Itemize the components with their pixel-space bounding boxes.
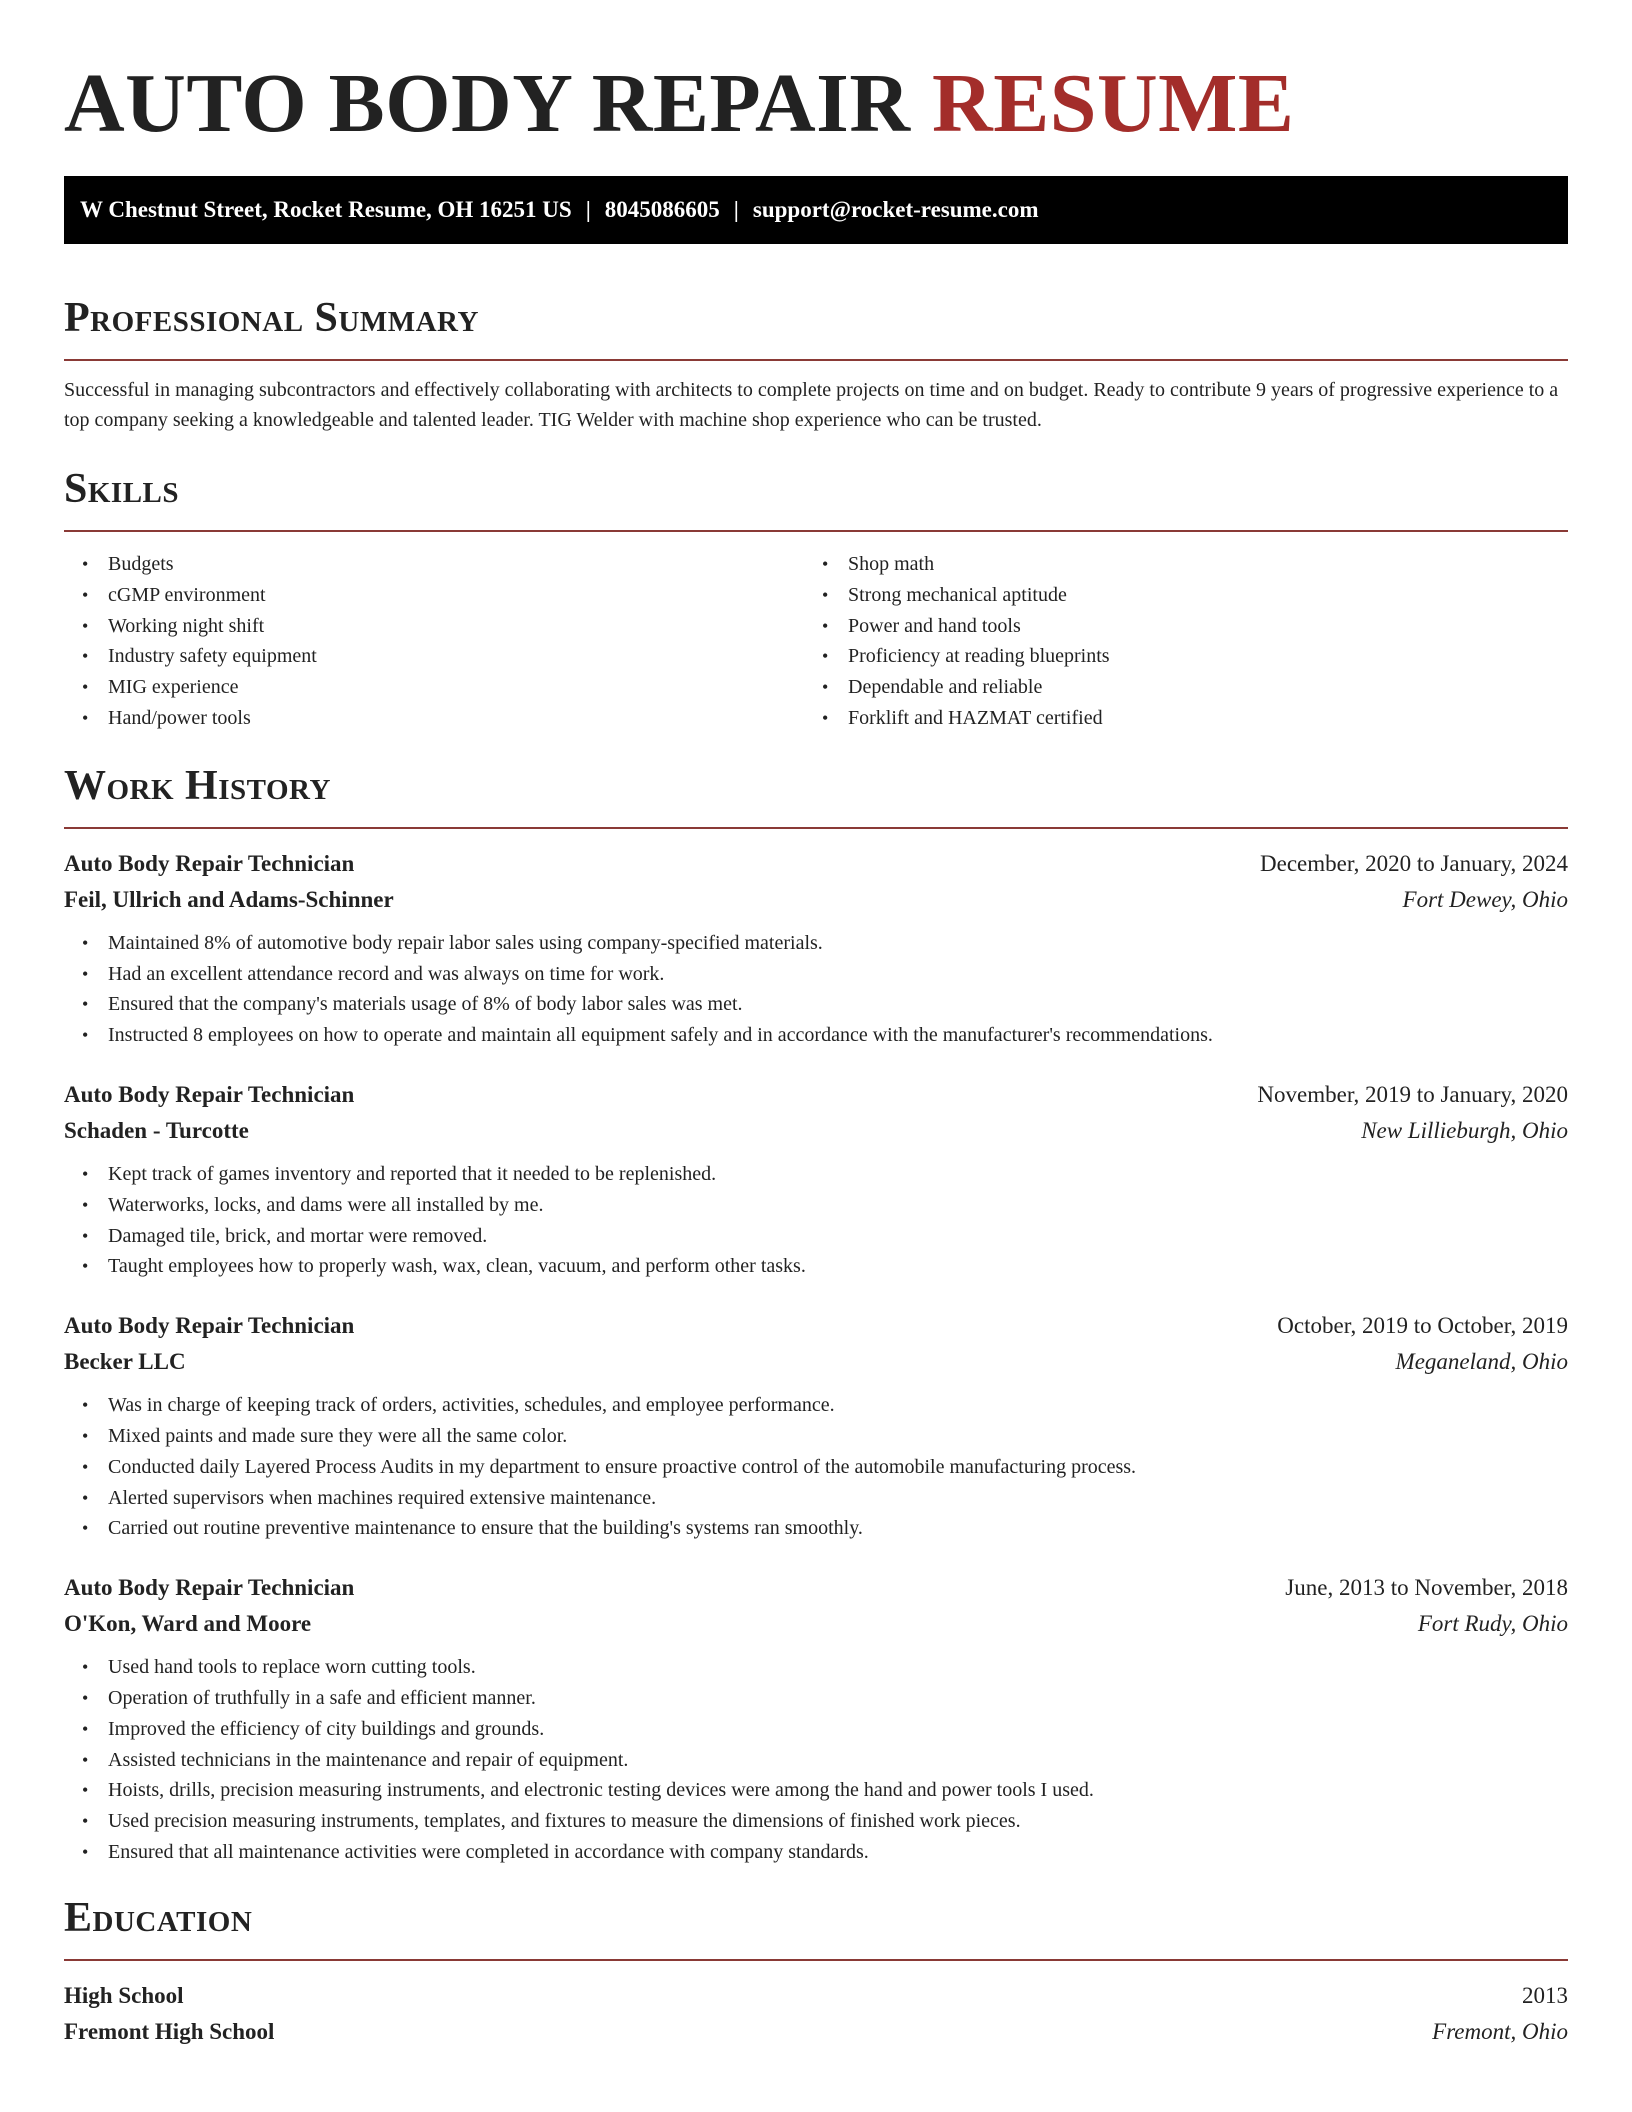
title-accent: RESUME <box>932 57 1295 150</box>
job-duties <box>64 1652 1568 1868</box>
job-entry <box>64 1570 1568 1868</box>
job-title: Auto Body Repair Technician <box>64 1575 355 1601</box>
job-company: Feil, Ullrich and Adams-Schinner <box>64 886 394 912</box>
job-title: Auto Body Repair Technician <box>64 1313 355 1339</box>
job-header <box>64 1077 1568 1113</box>
section-divider <box>64 530 1568 532</box>
job-duty: • Used hand tools to replace worn cutting tools. <box>64 1652 1568 1683</box>
job-header <box>64 1308 1568 1344</box>
contact-separator: | <box>733 197 739 222</box>
job-location: Fort Dewey, Ohio <box>1402 886 1568 912</box>
contact-phone: 8045086605 <box>604 197 720 222</box>
education-header <box>64 1978 1568 2014</box>
summary-text: Successful in managing subcontractors and effectively collaborating with architects to complete projects on time and on budget. Ready to contribute 9 years of progressive experience to a top company seeking a knowledgeable and talented leader. TIG Welder with machine shop experience who can be trusted. <box>64 379 1559 431</box>
job-header <box>64 846 1568 882</box>
summary-heading: Professional Summary <box>64 295 479 341</box>
job-title: Auto Body Repair Technician <box>64 850 355 876</box>
section-divider <box>64 359 1568 361</box>
job-duty: • Alerted supervisors when machines required extensive maintenance. <box>64 1483 1568 1514</box>
skill-item: • cGMP environment <box>64 580 804 611</box>
job-duty: • Ensured that all maintenance activities were completed in accordance with company standards. <box>64 1837 1568 1868</box>
skill-item: • Proficiency at reading blueprints <box>804 641 1544 672</box>
job-dates: October, 2019 to October, 2019 <box>1277 1313 1568 1339</box>
job-duty: • Waterworks, locks, and dams were all installed by me. <box>64 1190 1568 1221</box>
job-title: Auto Body Repair Technician <box>64 1081 355 1107</box>
work-history-heading: Work History <box>64 762 331 809</box>
job-company: Schaden - Turcotte <box>64 1117 249 1143</box>
skill-item: • Industry safety equipment <box>64 641 804 672</box>
skills-section <box>64 465 1568 734</box>
education-year: 2013 <box>1522 1982 1568 2008</box>
job-duty: • Mixed paints and made sure they were all the same color. <box>64 1421 1568 1452</box>
section-divider <box>64 827 1568 829</box>
job-duty: • Damaged tile, brick, and mortar were removed. <box>64 1221 1568 1252</box>
job-duty: • Hoists, drills, precision measuring instruments, and electronic testing devices were among the hand and power tools I used. <box>64 1775 1568 1806</box>
education-degree: High School <box>64 1982 184 2008</box>
job-company: Becker LLC <box>64 1349 186 1375</box>
skills-heading: Skills <box>64 466 180 512</box>
job-header <box>64 1570 1568 1606</box>
section-divider <box>64 1959 1568 1961</box>
skill-item: • MIG experience <box>64 672 804 703</box>
skill-item: • Hand/power tools <box>64 703 804 734</box>
summary-section <box>64 294 1568 435</box>
title-main: AUTO BODY REPAIR <box>64 57 911 150</box>
job-company: O'Kon, Ward and Moore <box>64 1611 312 1637</box>
job-subheader <box>64 1113 1568 1149</box>
skills-list-right <box>804 549 1544 734</box>
job-duty: • Kept track of games inventory and reported that it needed to be replenished. <box>64 1159 1568 1190</box>
job-duty: • Had an excellent attendance record and was always on time for work. <box>64 959 1568 990</box>
job-entry <box>64 1077 1568 1282</box>
job-duty: • Improved the efficiency of city buildings and grounds. <box>64 1714 1568 1745</box>
job-duties <box>64 1159 1568 1282</box>
job-duty: • Was in charge of keeping track of orders, activities, schedules, and employee performance. <box>64 1390 1568 1421</box>
skill-item: • Dependable and reliable <box>804 672 1544 703</box>
job-location: Meganeland, Ohio <box>1395 1349 1568 1375</box>
job-subheader <box>64 882 1568 918</box>
job-location: New Lillieburgh, Ohio <box>1361 1117 1568 1143</box>
skill-item: • Budgets <box>64 549 804 580</box>
resume-title <box>64 0 1568 150</box>
education-section <box>64 1894 1568 2050</box>
job-entry <box>64 846 1568 1051</box>
skill-item: • Power and hand tools <box>804 611 1544 642</box>
job-entry <box>64 1308 1568 1544</box>
job-dates: November, 2019 to January, 2020 <box>1257 1081 1568 1107</box>
job-subheader <box>64 1344 1568 1380</box>
contact-address: W Chestnut Street, Rocket Resume, OH 16251 US <box>80 197 572 222</box>
work-history-section <box>64 762 1568 1868</box>
job-duty: • Instructed 8 employees on how to operate and maintain all equipment safely and in accordance with the manufacturer's recommendations. <box>64 1020 1568 1051</box>
contact-email: support@rocket-resume.com <box>752 197 1039 222</box>
skills-list-left <box>64 549 804 734</box>
job-location: Fort Rudy, Ohio <box>1417 1611 1568 1637</box>
job-dates: June, 2013 to November, 2018 <box>1285 1575 1568 1601</box>
skill-item: • Working night shift <box>64 611 804 642</box>
job-dates: December, 2020 to January, 2024 <box>1260 850 1568 876</box>
education-heading: Education <box>64 1894 253 1941</box>
job-duty: • Ensured that the company's materials usage of 8% of body labor sales was met. <box>64 989 1568 1020</box>
job-subheader <box>64 1606 1568 1642</box>
skill-item: • Forklift and HAZMAT certified <box>804 703 1544 734</box>
job-duty: • Carried out routine preventive maintenance to ensure that the building's systems ran smoothly. <box>64 1513 1568 1544</box>
contact-separator: | <box>585 197 591 222</box>
education-subheader <box>64 2014 1568 2050</box>
education-school: Fremont High School <box>64 2018 275 2044</box>
job-duty: • Conducted daily Layered Process Audits in my department to ensure proactive control of the automobile manufacturing process. <box>64 1452 1568 1483</box>
skill-item: • Strong mechanical aptitude <box>804 580 1544 611</box>
education-location: Fremont, Ohio <box>1432 2018 1568 2044</box>
job-duty: • Taught employees how to properly wash, wax, clean, vacuum, and perform other tasks. <box>64 1251 1568 1282</box>
job-duty: • Assisted technicians in the maintenance and repair of equipment. <box>64 1745 1568 1776</box>
skills-columns <box>64 549 1568 734</box>
job-duty: • Used precision measuring instruments, templates, and fixtures to measure the dimensions of finished work pieces. <box>64 1806 1568 1837</box>
job-duties <box>64 1390 1568 1544</box>
job-duty: • Operation of truthfully in a safe and efficient manner. <box>64 1683 1568 1714</box>
job-duty: • Maintained 8% of automotive body repair labor sales using company-specified materials. <box>64 928 1568 959</box>
skill-item: • Shop math <box>804 549 1544 580</box>
contact-bar <box>64 176 1568 244</box>
job-duties <box>64 928 1568 1051</box>
